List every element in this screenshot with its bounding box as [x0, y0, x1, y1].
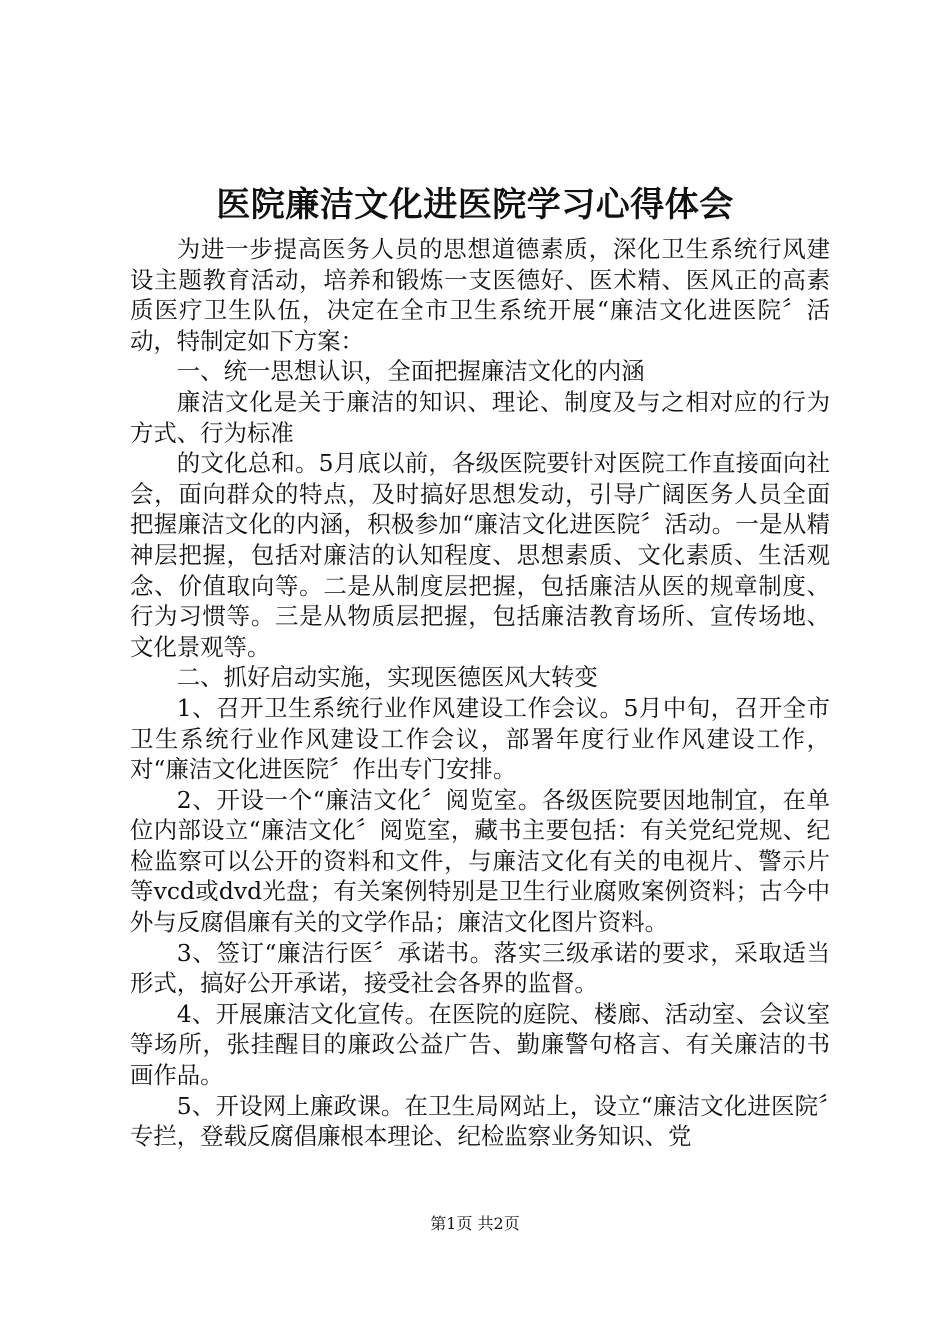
- document-body: [130, 234, 830, 1152]
- list-item: 3、签订“廉洁行医〞承诺书。落实三级承诺的要求，采取适当形式，搞好公开承诺，接受社会各界的监督。: [130, 938, 830, 998]
- section-heading: 二、抓好启动实施，实现医德医风大转变: [176, 663, 598, 692]
- paragraph: 的文化总和。5月底以前，各级医院要针对医院工作直接面向社会，面向群众的特点，及时搞好思想发动，引导广阔医务人员全面把握廉洁文化的内涵，积极参加“廉洁文化进医院〞活动。一是从精神层把握，包括对廉洁的认知程度、思想素质、文化素质、生活观念、价值取向等。二是从制度层把握，包括廉洁从医的规章制度、行为习惯等。三是从物质层把握，包括廉洁教育场所、宣传场地、文化景观等。: [130, 449, 830, 661]
- paragraph: 廉洁文化是关于廉洁的知识、理论、制度及与之相对应的行为方式、行为标准: [130, 387, 830, 447]
- list-item: 4、开展廉洁文化宣传。在医院的庭院、楼廊、活动室、会议室等场所，张挂醒目的廉政公益广告、勤廉警句格言、有关廉洁的书画作品。: [130, 999, 830, 1090]
- list-item: 2、开设一个“廉洁文化〞阅览室。各级医院要因地制宜，在单位内部设立“廉洁文化〞阅览室，藏书主要包括：有关党纪党规、纪检监察可以公开的资料和文件，与廉洁文化有关的电视片、警示片等vcd或dvd光盘；有关案例特别是卫生行业腐败案例资料；古今中外与反腐倡廉有关的文学作品；廉洁文化图片资料。: [130, 785, 830, 937]
- document-title: 医院廉洁文化进医院学习心得体会: [216, 185, 734, 225]
- section-heading: 一、统一思想认识，全面把握廉洁文化的内涵: [176, 357, 645, 386]
- list-item: 5、开设网上廉政课。在卫生局网站上，设立“廉洁文化进医院〞专拦，登载反腐倡廉根本理论、纪检监察业务知识、党: [130, 1091, 830, 1151]
- paragraph: 为进一步提高医务人员的思想道德素质，深化卫生系统行风建设主题教育活动，培养和锻炼一支医德好、医术精、医风正的高素质医疗卫生队伍，决定在全市卫生系统开展“廉洁文化进医院〞活动，特制定如下方案：: [130, 235, 830, 355]
- list-item: 1、召开卫生系统行业作风建设工作会议。5月中旬，召开全市卫生系统行业作风建设工作会议，部署年度行业作风建设工作，对“廉洁文化进医院〞作出专门安排。: [130, 693, 830, 784]
- page-footer: 第1页 共2页: [430, 1214, 520, 1233]
